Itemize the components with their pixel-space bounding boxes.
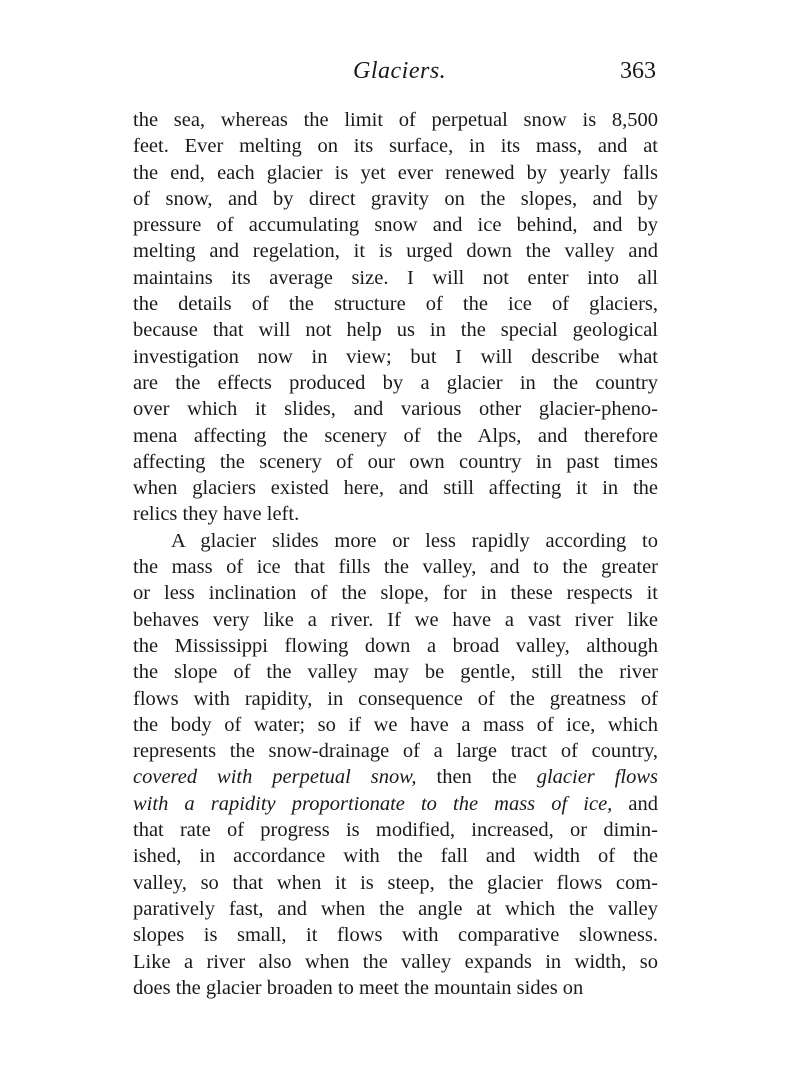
text-line	[133, 238, 658, 264]
text-line	[133, 370, 658, 396]
running-title: Glaciers.	[353, 58, 447, 84]
text-segment: does the glacier broaden to meet the mountain sides on	[133, 976, 584, 999]
text-line	[133, 975, 658, 1001]
text-line	[133, 160, 658, 186]
text-segment: over which it slides, and various other glacier-pheno-	[133, 398, 658, 421]
text-segment: that rate of progress is modified, increased, or dimin-	[133, 819, 658, 842]
text-segment: mena affecting the scenery of the Alps, and therefore	[133, 424, 658, 447]
text-line	[133, 633, 658, 659]
text-line	[133, 265, 658, 291]
text-segment: the Mississippi flowing down a broad valley, although	[133, 634, 658, 657]
text-line	[133, 686, 658, 712]
text-line	[133, 554, 658, 580]
text-segment: the sea, whereas the limit of perpetual snow is 8,500	[133, 109, 658, 131]
text-line	[133, 291, 658, 317]
text-line	[133, 396, 658, 422]
text-line	[133, 949, 658, 975]
text-segment: ished, in accordance with the fall and width of the	[133, 845, 658, 868]
body-text	[133, 107, 658, 1001]
text-line	[133, 449, 658, 475]
text-line	[133, 317, 658, 343]
italic-text: with a rapidity proportionate to the mass of ice,	[133, 792, 613, 815]
text-line	[133, 659, 658, 685]
text-line	[133, 133, 658, 159]
text-segment: A glacier slides more or less rapidly according to	[171, 529, 658, 552]
text-line	[133, 475, 658, 501]
text-line	[133, 107, 658, 133]
text-line	[133, 501, 658, 527]
text-segment: pressure of accumulating snow and ice behind, and by	[133, 214, 658, 237]
text-line	[133, 843, 658, 869]
text-segment: relics they have left.	[133, 503, 300, 526]
text-segment: investigation now in view; but I will describe what	[133, 345, 658, 368]
text-line	[133, 817, 658, 843]
text-line	[133, 212, 658, 238]
text-segment: or less inclination of the slope, for in these respects it	[133, 582, 658, 605]
text-segment: are the effects produced by a glacier in the country	[133, 371, 658, 394]
text-segment: behaves very like a river. If we have a vast river like	[133, 608, 658, 631]
text-segment: then the	[416, 766, 537, 789]
text-line	[133, 922, 658, 948]
text-segment: maintains its average size. I will not enter into all	[133, 266, 658, 289]
text-segment: flows with rapidity, in consequence of the greatness of	[133, 687, 658, 710]
page-number: 363	[620, 58, 656, 84]
text-segment: the body of water; so if we have a mass of ice, which	[133, 713, 658, 736]
text-segment: represents the snow-drainage of a large tract of country,	[133, 740, 658, 763]
text-segment: because that will not help us in the special geological	[133, 319, 658, 342]
text-segment: affecting the scenery of our own country in past times	[133, 450, 658, 473]
italic-text: covered with perpetual snow,	[133, 766, 417, 789]
text-segment: feet. Ever melting on its surface, in its mass, and at	[133, 135, 658, 158]
text-segment: paratively fast, and when the angle at which the valley	[133, 897, 658, 920]
text-segment: the slope of the valley may be gentle, still the river	[133, 661, 658, 684]
text-line	[133, 791, 658, 817]
text-line	[133, 712, 658, 738]
text-line	[133, 344, 658, 370]
text-segment: valley, so that when it is steep, the glacier flows com-	[133, 871, 658, 894]
text-segment: of snow, and by direct gravity on the slopes, and by	[133, 187, 658, 210]
text-line	[133, 186, 658, 212]
text-segment: Like a river also when the valley expands in width, so	[133, 950, 658, 973]
text-line	[133, 896, 658, 922]
text-line	[133, 423, 658, 449]
text-line	[133, 870, 658, 896]
italic-text: glacier flows	[536, 766, 658, 789]
text-segment: the details of the structure of the ice of glaciers,	[133, 293, 658, 316]
text-segment: melting and regelation, it is urged down the valley and	[133, 240, 658, 263]
text-segment: slopes is small, it flows with comparative slowness.	[133, 924, 658, 947]
running-head	[133, 58, 658, 92]
text-segment: when glaciers existed here, and still affecting it in the	[133, 477, 658, 500]
text-segment: and	[612, 792, 658, 815]
text-segment: the mass of ice that fills the valley, and to the greater	[133, 556, 658, 579]
text-line	[133, 738, 658, 764]
text-line	[133, 607, 658, 633]
text-line	[133, 764, 658, 790]
text-line	[133, 528, 658, 554]
text-line	[133, 580, 658, 606]
text-segment: the end, each glacier is yet ever renewed by yearly falls	[133, 161, 658, 184]
